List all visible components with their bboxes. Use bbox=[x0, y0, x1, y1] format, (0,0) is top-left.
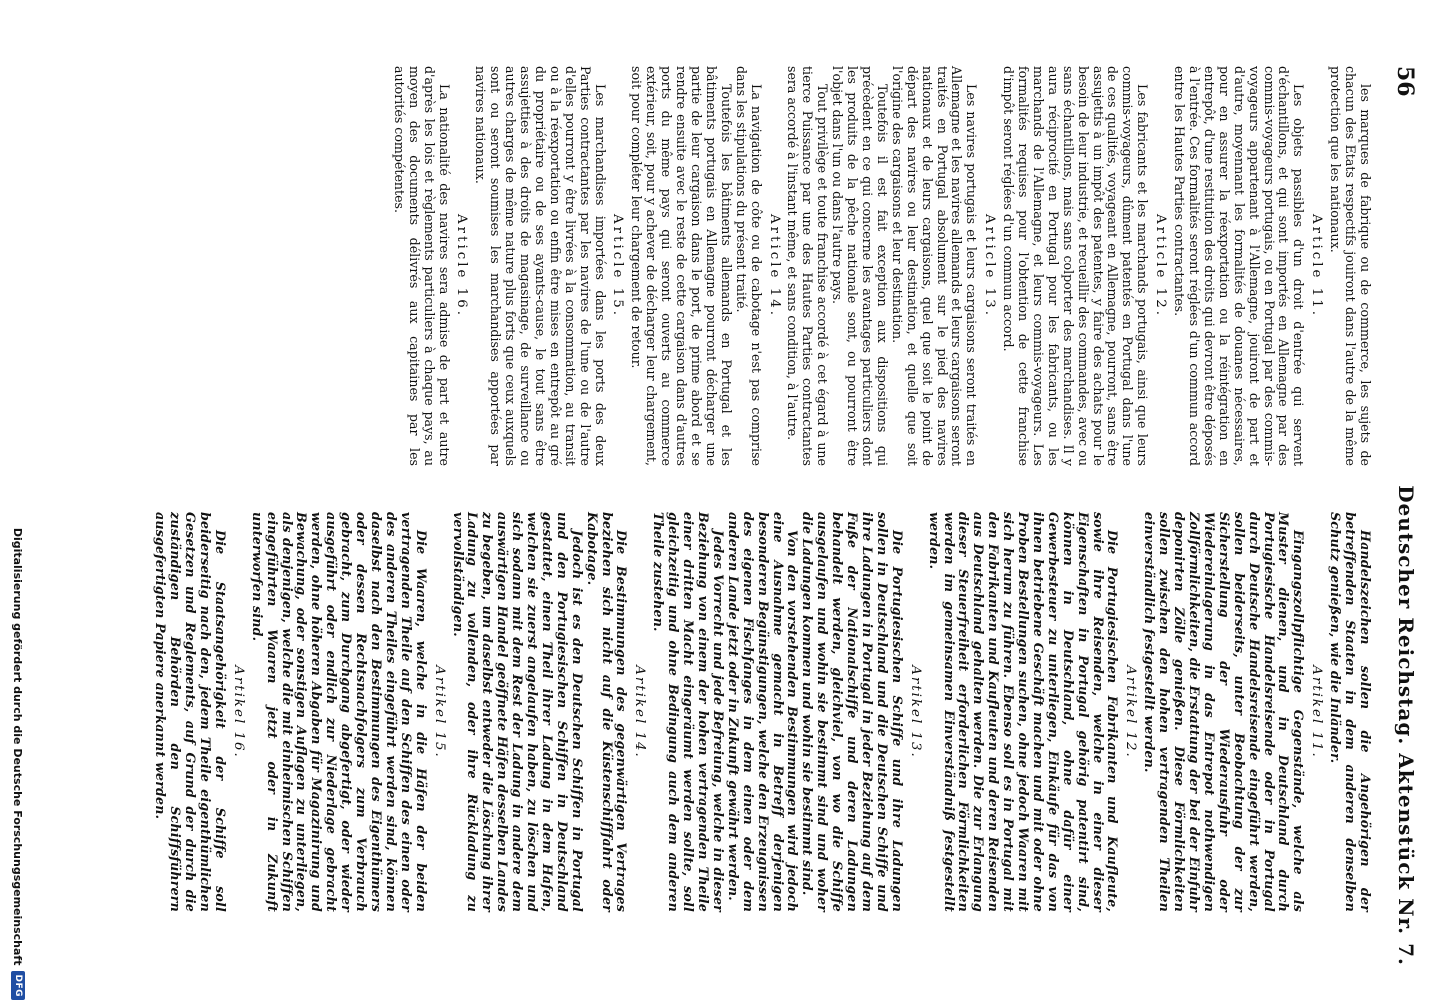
german-text-column bbox=[152, 512, 1372, 912]
paragraph: Les navires portugais et leurs cargaisons seront traités en Allemagne et les navires allemands et leurs cargaisons seront traités en Portugal absolument sur le pied des navires nationaux et de leurs cargaisons, quel que soit le point de départ des navires ou leur destination, et quelle que soit l'origine des cargaisons et leur destination. bbox=[889, 66, 980, 466]
running-title: Deutscher Reichstag. Aktenstück Nr. 7. bbox=[1394, 485, 1418, 966]
paragraph: Toutefois les bâtiments allemands en Portugal et les bâtiments portugais en Allemagne pourront décharger une partie de leur cargaison dans le port, de prime abord et se rendre ensuite avec le reste de cette cargaison dans d'autres ports du même pays qui seront ouverts au commerce extérieur, soit, pour y achever de décharger leur chargement, soit pour compléter leur chargement de retour. bbox=[629, 66, 734, 466]
article-heading: Article 16. bbox=[454, 214, 470, 318]
article-heading: Article 12. bbox=[1153, 214, 1169, 318]
paragraph: Jedes Vorrecht und jede Befreiung, welche in dieser Beziehung von einem der hohen vertragenden Theile einer dritten Macht eingeräumt werden sollte, soll gleichzeitig und ohne Bedingung auch dem anderen Theile zustehen. bbox=[651, 512, 726, 912]
paragraph: Die Bestimmungen des gegenwärtigen Vertrages beziehen sich nicht auf die Küstenschifffahrt oder Kabotage. bbox=[584, 512, 630, 912]
paragraph: Die Portugiesischen Fabrikanten und Kaufleute, sowie ihre Reisenden, welche in einer dieser Eigenschaften in Portugal gehörig patentirt sind, können in Deutschland, ohne dafür einer Gewerbesteuer zu unterliegen, Einkäufe für das von ihnen betriebene Geschäft machen und mit oder ohne Proben Bestellungen suchen, ohne jedoch Waaren mit sich herum zu führen. Ebenso soll es in Portugal mit den Fabrikanten und Kaufleuten und deren Reisenden aus Deutschland gehalten werden. Die zur Erlangung dieser Steuerfreiheit erforderlichen Förmlichkeiten werden im gemeinsamen Einverständniß festgestellt werden. bbox=[926, 512, 1121, 912]
article-heading: Artikel 15. bbox=[431, 665, 447, 759]
paragraph: les marques de fabrique ou de commerce, les sujets de chacun des Etats respectifs jouiront dans l'autre de la même protection que les nationaux. bbox=[1328, 66, 1373, 466]
paragraph: Les marchandises importées dans les ports des deux Parties contractantes par les navires de l'une ou de l'autre d'elles pourront y être livrées à la consommation, au transit ou à la réexportation ou enfin être mises en entrepôt au gré du propriétaire ou de ses ayants-cause, le tout sans être assujetties à des droits de magasinage, de surveillance ou autres charges de même nature plus forts que ceux auxquels sont ou seront soumises les marchandises apportées par navires nationaux. bbox=[473, 66, 608, 466]
paragraph: Handelszeichen sollen die Angehörigen der betreffenden Staaten in dem anderen denselben Schutz genießen, wie die Inländer. bbox=[1328, 512, 1373, 912]
paragraph: Les objets passibles d'un droit d'entrée qui servent d'échantillons, et qui sont importés en Allemagne par des commis-voyageurs portugais, ou en Portugal par des commis-voyageurs appartenant à l'Allemagne, jouiront de part et d'autre, moyennant les formalités de douanes nécessaires, pour en assurer la réexportation ou la réintégration en entrepôt, d'une restitution des droits qui devront être déposés à l'entrée. Ces formalités seront réglées d'un commun accord entre les Hautes Parties contractantes. bbox=[1172, 66, 1307, 466]
article-heading: Artikel 16. bbox=[230, 665, 246, 759]
french-text-column bbox=[391, 66, 1372, 466]
digitization-credit: Digitalisierung gefördert durch die Deutsche Forschungsgemeinschaft bbox=[11, 527, 25, 966]
dfg-logo-icon: DFG bbox=[11, 971, 25, 1000]
article-heading: Artikel 13. bbox=[907, 665, 923, 759]
paragraph: Die Waaren, welche in die Häfen der beiden vertragenden Theile auf den Schiffen des einen oder des anderen Theiles eingeführt werden sind, können daselbst nach den Bestimmungen des Eigenthümers oder dessen Rechtsnachfolgers zum Verbrauch gebracht, zum Durchgang abgefertigt, oder wieder ausgeführt oder endlich zur Niederlage gebracht werden, ohne höheren Abgaben für Magazinirung und Bewachung, oder sonstigen Auflagen zu unterliegen, als denjenigen, welche die mit einheimischen Schiffen eingeführten Waaren jetzt oder in Zukunft unterworfen sind. bbox=[249, 512, 429, 912]
paragraph: La navigation de côte ou de cabotage n'est pas comprise dans les stipulations du présent traité. bbox=[733, 66, 764, 466]
article-heading: Article 15. bbox=[610, 214, 626, 318]
article-heading: Article 14. bbox=[766, 214, 782, 318]
paragraph: Eingangszollpflichtige Gegenstände, welche als Muster dienen, und in Deutschland durch Portugiesische Handelsreisende oder in Portugal durch Deutsche Handelsreisende eingeführt werden, sollen beiderseits, unter Beobachtung der zur Sicherstellung der Wiederausfuhr oder Wiedereinlagerung in das Entrepot nothwendigen Zollförmlichkeiten, die Erstattung der bei der Einfuhr deponirten Zölle genießen. Diese Förmlichkeiten sollen zwischen den hohen vertragenden Theilen einverständlich festgestellt werden. bbox=[1142, 512, 1307, 912]
article-heading: Artikel 11. bbox=[1309, 665, 1325, 759]
article-heading: Article 13. bbox=[982, 214, 998, 318]
paragraph: Die Portugiesischen Schiffe und ihre Ladungen sollen in Deutschland und die Deutschen Schiffe und ihre Ladungen in Portugal in jeder Beziehung auf dem Fuße der Nationalschiffe und deren Ladungen behandelt werden, gleichviel, von wo die Schiffe ausgelaufen und wohin sie bestimmt sind und woher die Ladungen kommen und wohin sie bestimmt sind. bbox=[800, 512, 905, 912]
paragraph: Tout privilège et toute franchise accordé à cet égard à une tierce Puissance par une des Hautes Parties contractantes sera accordé à l'instant même, et sans condition, à l'autre. bbox=[785, 66, 831, 466]
paragraph: Jedoch ist es den Deutschen Schiffen in Portugal und den Portugiesischen Schiffen in Deutschland gestattet, einen Theil ihrer Ladung in dem Hafen, welchen sie zuerst angelaufen haben, zu löschen und sich sodann mit dem Rest der Ladung in andere dem auswärtigen Handel geöffnete Häfen desselben Landes zu begeben, um daselbst entweder die Löschung ihrer Ladung zu vollenden, oder ihre Rückladung zu vervollständigen. bbox=[450, 512, 585, 912]
paragraph: Toutefois il est fait exception aux dispositions qui précèdent en ce qui concerne les avantages particuliers dont les produits de la pêche nationale sont, ou pourront être l'objet dans l'un ou dans l'autre pays. bbox=[830, 66, 890, 466]
paragraph: Die Staatsangehörigkeit der Schiffe soll beiderseitig nach den, jedem Theile eigenthümlichen Gesetzen und Reglements, auf Grund der durch die zuständigen Behörden den Schiffsführern ausgefertigten Papiere anerkannt werden. bbox=[153, 512, 228, 912]
digitization-footer bbox=[6, 480, 30, 1000]
page-header bbox=[1388, 66, 1418, 966]
article-heading: Artikel 12. bbox=[1123, 665, 1139, 759]
paragraph: Les fabricants et les marchands portugais, ainsi que leurs commis-voyageurs, dûment patentés en Portugal dans l'une de ces qualités, voyageant en Allemagne, pourront, sans être assujettis à un impôt des patentes, y faire des achats pour le besoin de leur industrie, et recueillir des commandes, avec ou sans échantillons, mais sans colporter des marchandises. Il y aura réciprocité en Portugal pour les fabricants, ou les marchands de l'Allemagne, et leurs commis-voyageurs. Les formalités requises pour l'obtention de cette franchise d'impôt seront réglées d'un commun accord. bbox=[1001, 66, 1151, 466]
article-heading: Artikel 14. bbox=[632, 665, 648, 759]
paragraph: La nationalité des navires sera admise de part et autre d'après les lois et règlements particuliers à chaque pays, au moyen des documents délivrés aux capitaines par les autorités compétentes. bbox=[391, 66, 452, 466]
page-number: 56 bbox=[1392, 66, 1418, 97]
paragraph: Von den vorstehenden Bestimmungen wird jedoch eine Ausnahme gemacht in Betreff derjenigen besonderen Begünstigungen, welche den Erzeugnissen des eigenen Fischfanges in dem einen oder dem anderen Lande jetzt oder in Zukunft gewährt werden. bbox=[725, 512, 801, 912]
article-heading: Article 11. bbox=[1309, 214, 1325, 318]
